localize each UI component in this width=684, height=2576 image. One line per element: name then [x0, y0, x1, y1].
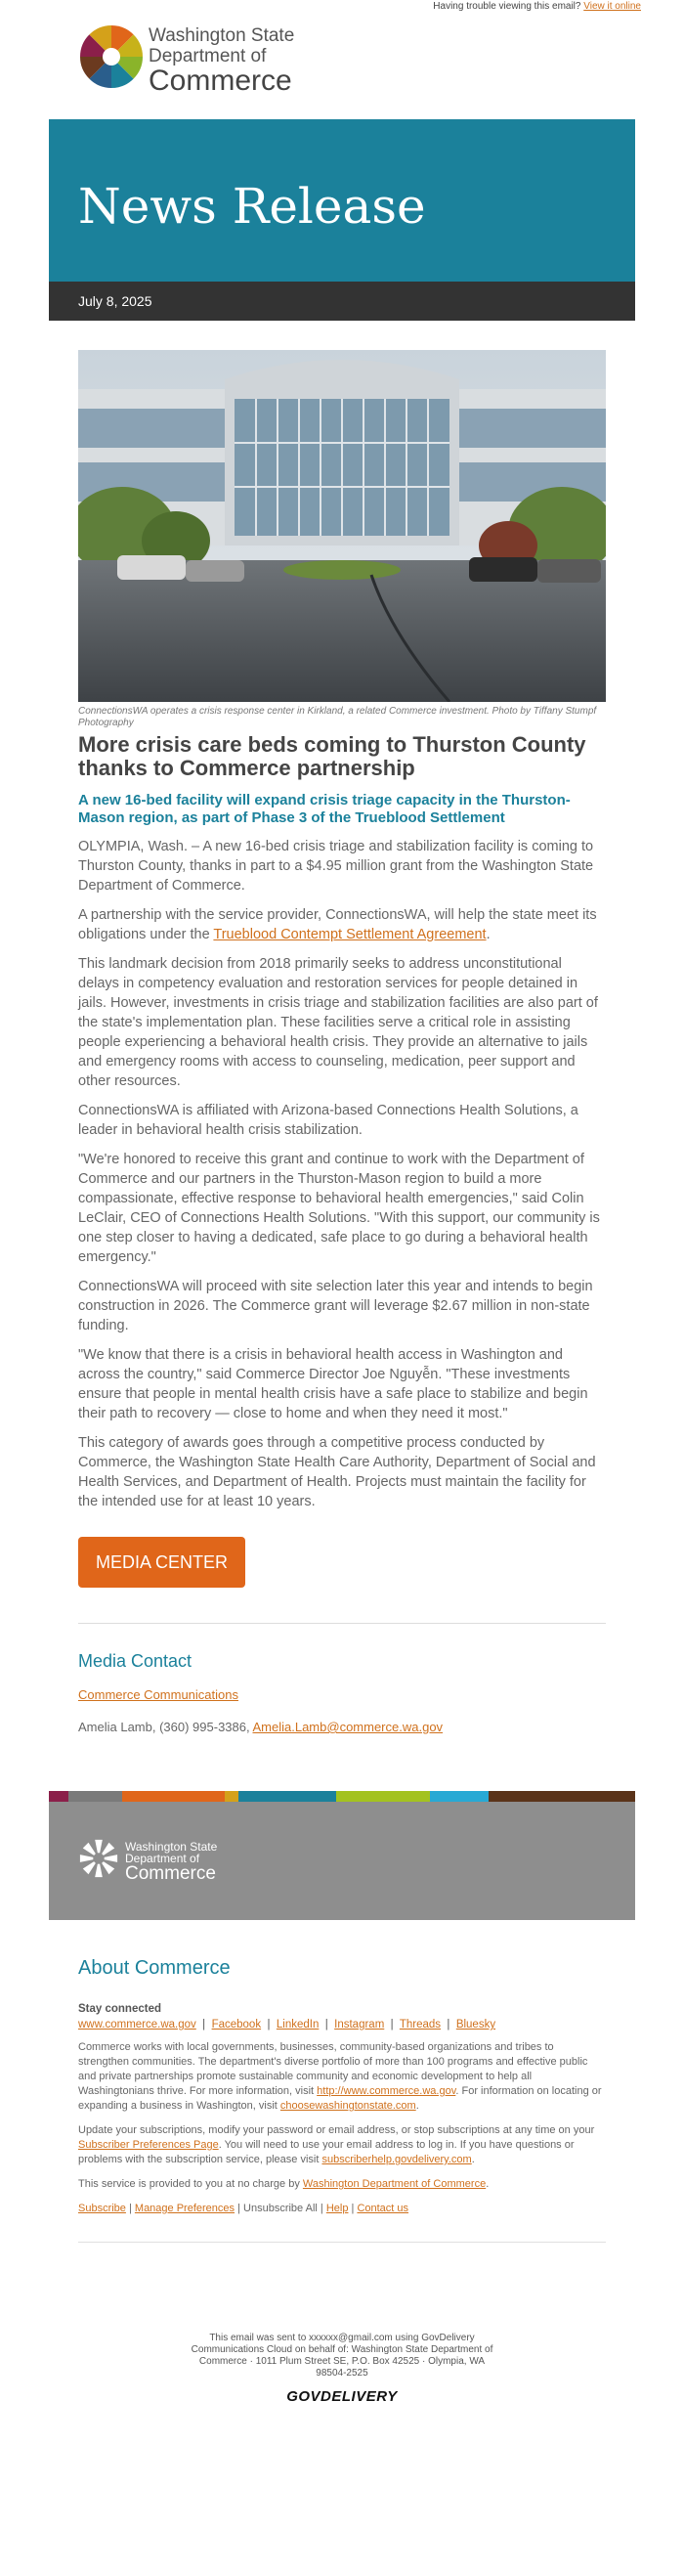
logo-line1: Washington State — [149, 25, 295, 46]
media-center-button[interactable]: MEDIA CENTER — [78, 1537, 245, 1588]
facebook-link[interactable]: Facebook — [211, 2019, 262, 2030]
subscriber-preferences-link[interactable]: Subscriber Preferences Page — [78, 2139, 219, 2151]
article-headline: More crisis care beds coming to Thurston County thanks to Commerce partnership — [78, 732, 586, 780]
paragraph-7: "We know that there is a crisis in behavioral health access in Washington and across the country," said Commerce Director Joe Nguyễn. "These investments ensure that people in mental health crisis have a safe place to stabilize and begin their path to recovery — close to home and when they need it most." — [78, 1347, 588, 1421]
govdelivery-footer — [49, 2243, 635, 2403]
color-stripe — [49, 1791, 635, 1802]
logo-wordmark — [149, 25, 294, 96]
commerce-logo-icon — [78, 23, 145, 90]
commerce-communications-link[interactable]: Commerce Communications — [78, 1687, 238, 1702]
about-text-end: . — [415, 2100, 419, 2112]
paragraph-3: This landmark decision from 2018 primarily seeks to address unconstitutional delays in competency evaluation and restoration services for people detained in jails. However, investments in crisis triage and stabilization facilities are also part of the state's implementation plan. These facilities serve a critical role in assisting people experiencing a behavioral health crisis. They provide an alternative to jails and emergency rooms with access to counseling, medication, peer support and other resources. — [78, 956, 598, 1089]
subscriberhelp-link[interactable]: subscriberhelp.govdelivery.com — [321, 2154, 472, 2165]
subscription-text-mid: . You will need to use your email address to log in. If you have questions or problems with the subscription service, please visit — [78, 2139, 575, 2165]
about-title: About Commerce — [78, 1957, 231, 1979]
social-links: www.commerce.wa.gov | Facebook | LinkedIn | Instagram | Threads | Bluesky — [78, 2019, 496, 2030]
paragraph-6: ConnectionsWA will proceed with site selection later this year and intends to begin construction in 2026. The Commerce grant will leverage $2.67 million in non-state funding. — [78, 1279, 593, 1333]
service-text: This service is provided to you at no charge by — [78, 2178, 303, 2190]
preheader-text: Having trouble viewing this email? — [433, 1, 581, 12]
divider — [78, 1623, 606, 1624]
logo-line2: Department of — [149, 46, 267, 66]
facility-photo — [78, 350, 606, 702]
stay-connected-label: Stay connected — [78, 2003, 161, 2015]
subscribe-link[interactable]: Subscribe — [78, 2203, 126, 2214]
unsubscribe-all-text[interactable]: Unsubscribe All — [243, 2203, 318, 2214]
choosewa-link[interactable]: choosewashingtonstate.com — [279, 2100, 416, 2112]
footer-logo-wordmark — [125, 1841, 217, 1883]
hero-banner — [49, 119, 635, 282]
article — [49, 321, 635, 1734]
help-link[interactable]: Help — [325, 2203, 349, 2214]
footer-logo-line2: Department of — [125, 1852, 200, 1865]
paragraph-5: "We're honored to receive this grant and continue to work with the Department of Commerce and our partners in the Thurston-Mason region to build a more compassionate, effective response to behavioral health emergencies," said Colin LeClair, CEO of Connections Health Solutions. "With this support, our community is one step closer to having a dedicated, safe place to go during a behavioral health emergency." — [78, 1152, 600, 1265]
media-contact-link-row — [78, 1687, 606, 1702]
wa-commerce-link[interactable]: Washington Department of Commerce — [302, 2178, 487, 2190]
view-online-link[interactable]: View it online — [583, 1, 641, 12]
logo-line3: Commerce — [149, 65, 292, 97]
manage-preferences-link[interactable]: Manage Preferences — [134, 2203, 235, 2214]
subscription-paragraph — [78, 2123, 606, 2167]
media-contact-title: Media Contact — [78, 1651, 192, 1671]
media-contact-line — [78, 1720, 606, 1734]
commerce-logo-white-icon — [78, 1838, 119, 1879]
about-text: Commerce works with local governments, businesses, community-based organizations and tribes to strengthen communities. The department's diverse portfolio of more than 100 programs and effective public and private partnerships promote sustainable community and economic development to help all Washingtonians thrive. For more information, visit — [78, 2041, 588, 2097]
footer-logo-band — [49, 1802, 635, 1920]
hero-title: News Release — [78, 178, 426, 235]
release-date: July 8, 2025 — [49, 282, 635, 321]
subscription-text-end: . — [471, 2154, 475, 2165]
instagram-link[interactable]: Instagram — [334, 2019, 385, 2030]
footer-logo-line1: Washington State — [125, 1840, 218, 1854]
paragraph-2-end: . — [486, 927, 491, 942]
footer-links: Subscribe | Manage Preferences | Unsubscribe All | Help | Contact us — [78, 2203, 409, 2214]
about-text-mid: . For information on locating or expanding a business in Washington, visit — [78, 2085, 602, 2112]
footer-text: This email was sent to xxxxxx@gmail.com using GovDelivery Communications Cloud on behalf of: Washington State Department of Commerce · 1011 Plum Street SE, P.O. Box 42525 · Olympia, WA 98504-2525 — [191, 2333, 493, 2379]
preheader — [0, 0, 684, 14]
paragraph-4: ConnectionsWA is affiliated with Arizona-based Connections Health Solutions, a leader in behavioral health crisis stabilization. — [78, 1103, 578, 1138]
photo-caption: ConnectionsWA operates a crisis response center in Kirkland, a related Commerce investment. Photo by Tiffany Stumpf Photography — [78, 706, 597, 728]
threads-link[interactable]: Threads — [399, 2019, 442, 2030]
paragraph-2 — [78, 905, 606, 944]
bluesky-link[interactable]: Bluesky — [455, 2019, 496, 2030]
about-section — [49, 1920, 635, 2243]
govdelivery-logo[interactable]: GOVDELIVERY — [286, 2388, 398, 2405]
paragraph-2-text: A partnership with the service provider, ConnectionsWA, will help the state meet its obligations under the — [78, 907, 597, 942]
contact-email-link[interactable]: Amelia.Lamb@commerce.wa.gov — [252, 1720, 444, 1734]
paragraph-1: OLYMPIA, Wash. – A new 16-bed crisis triage and stabilization facility is coming to Thurston County, thanks in part to a $4.95 million grant from the Washington State Department of Commerce. — [78, 839, 594, 894]
paragraph-8: This category of awards goes through a competitive process conducted by Commerce, the Washington State Health Care Authority, Department of Social and Health Services, and Department of Health. Projects must maintain the facility for the intended use for at least 10 years. — [78, 1435, 596, 1509]
service-paragraph — [78, 2177, 606, 2192]
about-paragraph — [78, 2040, 606, 2114]
header-logo[interactable] — [49, 14, 635, 119]
article-subhead: A new 16-bed facility will expand crisis triage capacity in the Thurston-Mason region, as part of Phase 3 of the Trueblood Settlement — [78, 792, 571, 826]
footer-logo-line3: Commerce — [125, 1863, 216, 1884]
contact-us-link[interactable]: Contact us — [357, 2203, 409, 2214]
trueblood-settlement-link[interactable]: Trueblood Contempt Settlement Agreement — [213, 927, 487, 942]
linkedin-link[interactable]: LinkedIn — [276, 2019, 320, 2030]
service-text-end: . — [486, 2178, 490, 2190]
website-link[interactable]: www.commerce.wa.gov — [78, 2019, 196, 2030]
commerce-url-link[interactable]: http://www.commerce.wa.gov — [317, 2085, 456, 2097]
contact-name-phone: Amelia Lamb, (360) 995-3386, — [78, 1720, 253, 1734]
subscription-text: Update your subscriptions, modify your password or email address, or stop subscriptions at any time on your — [78, 2124, 595, 2136]
